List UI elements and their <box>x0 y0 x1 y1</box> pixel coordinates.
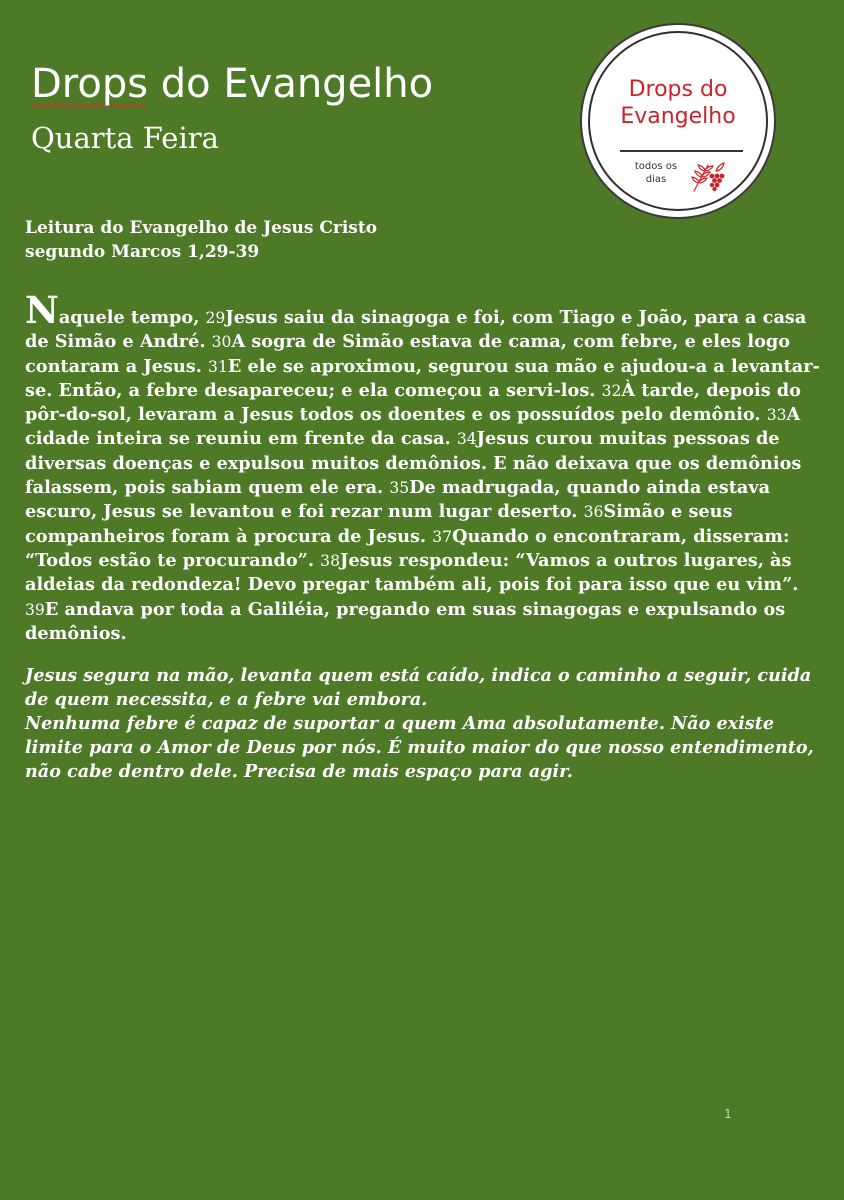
reading-intro-line2: segundo Marcos 1,29-39 <box>25 242 260 262</box>
logo-inner-circle <box>588 31 768 211</box>
drop-cap: N <box>25 288 59 332</box>
gospel-sentence: E andava por toda a Galiléia, pregando em suas sinagogas e expulsando os demônios. <box>25 598 786 644</box>
page-title <box>31 58 433 110</box>
logo-badge <box>582 25 774 217</box>
gospel-sentence: Simão e seus companheiros foram à procura de Jesus. <box>25 501 733 547</box>
gospel-sentence: À tarde, depois do pôr-do-sol, levaram a Jesus todos os doentes e os possuídos pelo demônio. <box>25 379 801 426</box>
logo-text-line2: Evangelho <box>620 104 736 129</box>
gospel-sentence: Jesus saiu da sinagoga e foi, com Tiago e João, para a casa de Simão e André. <box>25 307 807 353</box>
verse-number: 35 <box>389 479 410 498</box>
gospel-sentence: E ele se aproximou, segurou sua mão e ajudou-a a levantar-se. Então, a febre desapareceu; e ela começou a servi-los. <box>25 355 820 401</box>
verse-number: 29 <box>205 309 226 327</box>
page-subtitle: Quarta Feira <box>31 121 219 155</box>
gospel-sentence: Quando o encontraram, disseram: “Todos estão te procurando”. <box>25 525 790 571</box>
reflection-paragraph-1: Jesus segura na mão, levanta quem está caído, indica o caminho a seguir, cuida de quem necessita, e a febre vai embora. <box>25 665 812 710</box>
gospel-sentence: aquele tempo, <box>58 307 206 328</box>
gospel-sentence: Jesus respondeu: “Vamos a outros lugares, às aldeias da redondeza! Devo pregar também ali, pois foi para isso que eu vim”. <box>25 549 799 596</box>
logo-divider <box>620 150 743 152</box>
logo-text-line1: Drops do <box>628 77 728 102</box>
reflection-paragraph-2: Nenhuma febre é capaz de suportar a quem Ama absolutamente. Não existe limite para o Amor de Deus por nós. É muito maior do que nosso entendimento, não cabe dentro dele. Precisa de mais espaço para agir. <box>25 713 814 782</box>
gospel-sentence: A sogra de Simão estava de cama, com febre, e eles logo contaram a Jesus. <box>25 331 791 377</box>
gospel-sentence: Jesus curou muitas pessoas de diversas doenças e expulsou muitos demônios. E não deixava que os demônios falassem, pois sabiam quem ele era. <box>25 428 802 499</box>
wheat-and-grapes-icon <box>690 157 728 193</box>
verse-number: 39 <box>25 600 45 619</box>
verse-number: 33 <box>766 406 787 425</box>
verse-number: 34 <box>456 430 477 449</box>
verse-number: 36 <box>583 503 604 522</box>
page-number: 1 <box>724 1107 732 1121</box>
verse-number: 31 <box>208 357 228 376</box>
gospel-sentence: A cidade inteira se reuniu em frente da casa. <box>25 404 801 450</box>
logo-tagline: todos os dias <box>634 161 678 185</box>
reflection <box>25 664 825 784</box>
gospel-sentence: De madrugada, quando ainda estava escuro, Jesus se levantou e foi rezar num lugar deserto. <box>25 477 771 523</box>
reading-intro <box>25 216 377 264</box>
verse-number: 30 <box>211 333 232 352</box>
gospel-text <box>25 288 820 646</box>
title-word-drops: Drops <box>31 61 149 107</box>
verse-number: 38 <box>320 551 340 570</box>
verse-number: 32 <box>601 381 622 400</box>
verse-number: 37 <box>432 527 453 546</box>
title-rest: do Evangelho <box>148 61 434 107</box>
reading-intro-line1: Leitura do Evangelho de Jesus Cristo <box>25 218 378 238</box>
